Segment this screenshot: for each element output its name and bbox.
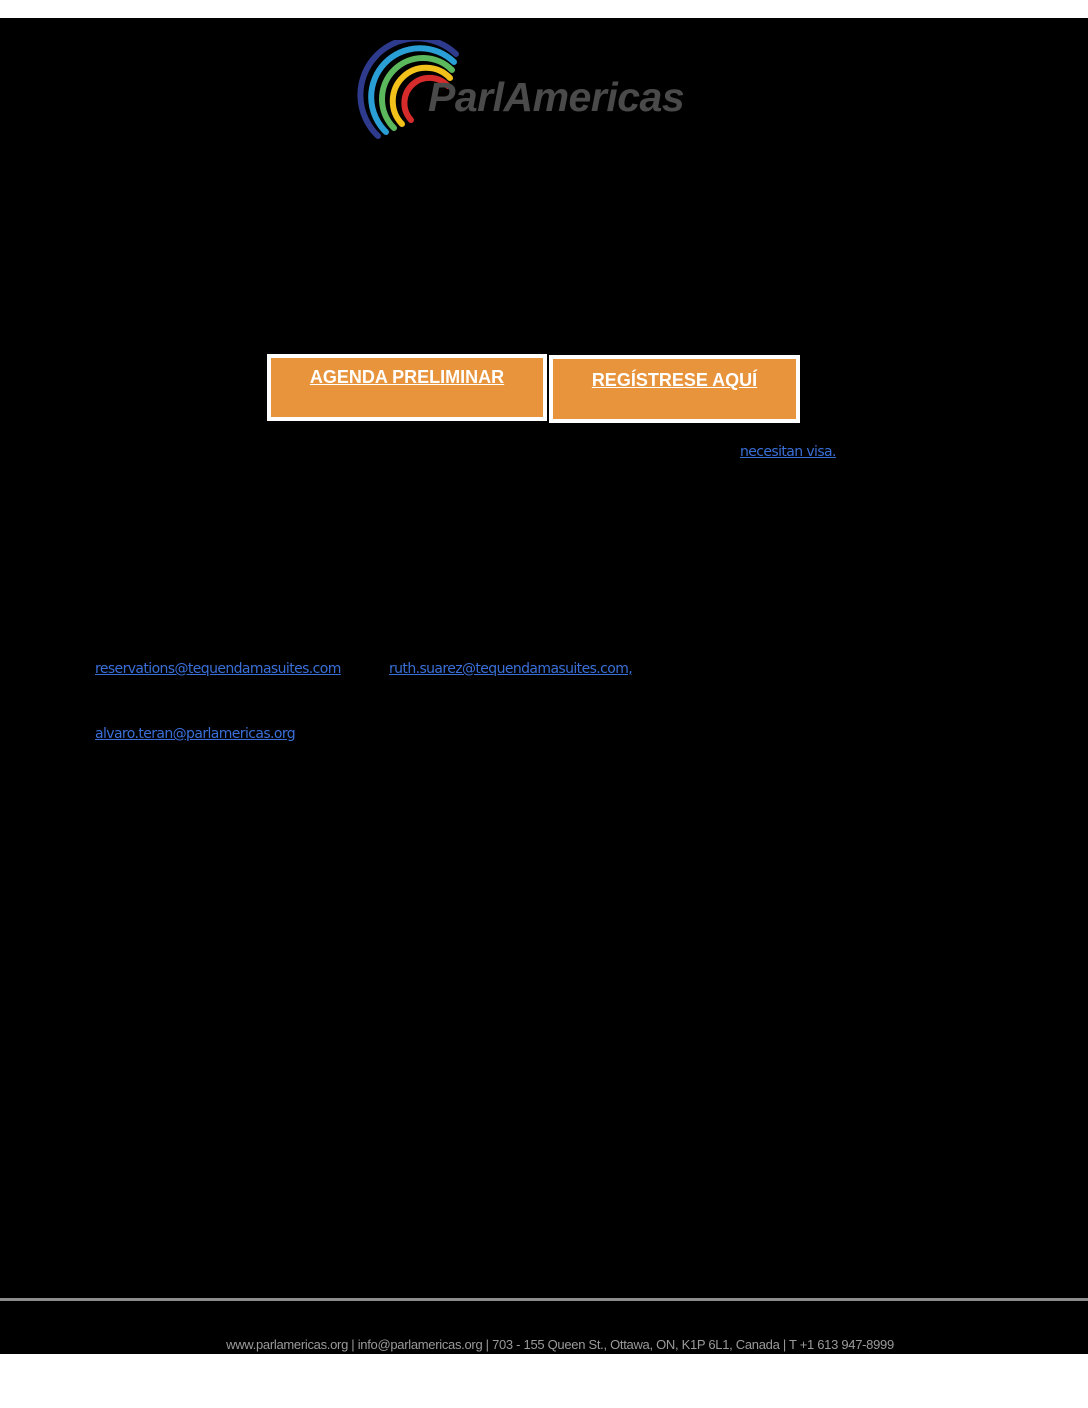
logo-wordmark: ParlAmericas: [428, 74, 685, 120]
visa-link[interactable]: necesitan visa.: [740, 444, 836, 460]
footer-contact-line: www.parlamericas.org | info@parlamericas.org | 703 - 155 Queen St., Ottawa, ON, K1P 6L1, Canada | T +1 613 947-8999: [226, 1337, 894, 1352]
register-here-button[interactable]: REGÍSTRESE AQUÍ: [549, 355, 800, 423]
agenda-preliminar-button[interactable]: AGENDA PRELIMINAR: [267, 354, 547, 421]
parlamericas-logo: [356, 40, 716, 150]
document-page: [0, 18, 1088, 1354]
reservations-email-link[interactable]: reservations@tequendamasuites.com: [95, 661, 341, 677]
alvaro-email-link[interactable]: alvaro.teran@parlamericas.org: [95, 726, 296, 742]
ruth-email-link[interactable]: ruth.suarez@tequendamasuites.com,: [389, 661, 633, 677]
footer-divider: [0, 1298, 1088, 1301]
